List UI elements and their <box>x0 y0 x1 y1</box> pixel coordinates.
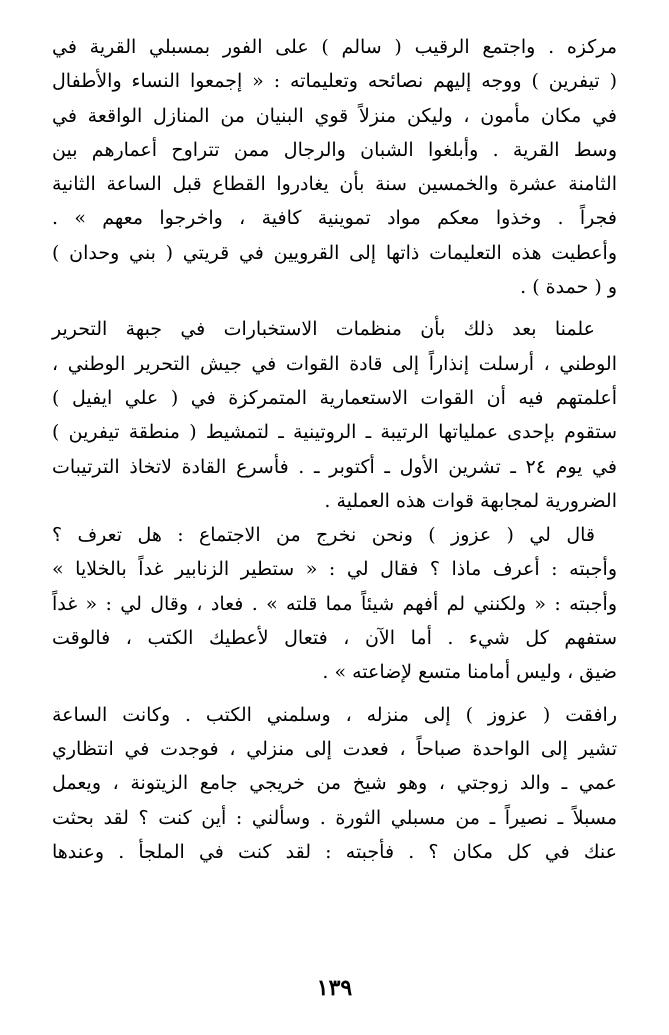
page-number: ١٣٩ <box>316 975 353 1001</box>
text-line: وأجبته : « ولكنني لم أفهم شيئاً مما قلته » . فعاد ، وقال لي : « غداً <box>52 592 617 615</box>
text-line: الوطني ، أرسلت إنذاراً إلى قادة القوات في جيش التحرير الوطني ، <box>52 352 617 375</box>
text-line: ستقوم بإحدى عملياتها الرتيبة ـ الروتينية ـ لتمشيط ( منطقة تيفرين ) <box>52 421 617 444</box>
text-line: في مكان مأمون ، وليكن منزلاً قوي البنيان من المنازل الواقعة في <box>52 104 617 127</box>
text-line: ضيق ، وليس أمامنا متسع لإضاعته » . <box>322 661 617 684</box>
text-line: وأعطيت هذه التعليمات ذاتها إلى القرويين في قريتي ( بني وحدان ) <box>52 241 617 264</box>
text-line: قال لي ( عزوز ) ونحن نخرج من الاجتماع : هل تعرف ؟ <box>52 524 595 547</box>
text-line: عنك في كل مكان ؟ . فأجبته : لقد كنت في الملجأ . وعندها <box>52 840 617 863</box>
text-line: علمنا بعد ذلك بأن منظمات الاستخبارات في جبهة التحرير <box>52 318 595 341</box>
text-line: عمي ـ والد زوجتي ، وهو شيخ من خريجي جامع الزيتونة ، ويعمل <box>52 772 617 795</box>
paragraph-4 <box>52 698 617 869</box>
paragraph-3 <box>52 518 617 689</box>
text-line: و ( حمدة ) . <box>520 276 617 299</box>
text-line: رافقت ( عزوز ) إلى منزله ، وسلمني الكتب . وكانت الساعة <box>52 703 617 726</box>
page-body <box>52 30 617 869</box>
text-line: في يوم ٢٤ ـ تشرين الأول ـ أكتوبر ـ . فأسرع القادة لاتخاذ الترتيبات <box>52 455 617 478</box>
paragraph-1 <box>52 30 617 304</box>
paragraph-gap <box>52 690 617 698</box>
text-line: ( تيفرين ) ووجه إليهم نصائحه وتعليماته : « إجمعوا النساء والأطفال <box>52 70 617 93</box>
text-line: الثامنة عشرة والخمسين سنة بأن يغادروا القطاع قبل الساعة الثانية <box>52 173 617 196</box>
text-line: أعلمتهم فيه أن القوات الاستعمارية المتمركزة في ( علي ايفيل ) <box>52 386 617 409</box>
text-line: مركزه . واجتمع الرقيب ( سالم ) على الفور بمسبلي القرية في <box>52 36 617 58</box>
text-line: فجراً . وخذوا معكم مواد تموينية كافية ، واخرجوا معهم » . <box>52 207 617 230</box>
paragraph-gap <box>52 304 617 312</box>
text-line: وسط القرية . وأبلغوا الشبان والرجال ممن تتراوح أعمارهم بين <box>52 138 617 161</box>
text-line: ستفهم كل شيء . أما الآن ، فتعال لأعطيك الكتب ، فالوقت <box>52 627 617 650</box>
text-line: مسبلاً ـ نصيراً ـ من مسبلي الثورة . وسألني : أين كنت ؟ لقد بحثت <box>52 806 617 829</box>
text-line: الضرورية لمجابهة قوات هذه العملية . <box>324 489 617 512</box>
text-line: وأجبته : أعرف ماذا ؟ فقال لي : « ستطير الزنابير غداً بالخلايا » <box>52 558 617 581</box>
paragraph-2 <box>52 312 617 518</box>
text-line: تشير إلى الواحدة صباحاً ، فعدت إلى منزلي ، فوجدت في انتظاري <box>52 737 617 760</box>
